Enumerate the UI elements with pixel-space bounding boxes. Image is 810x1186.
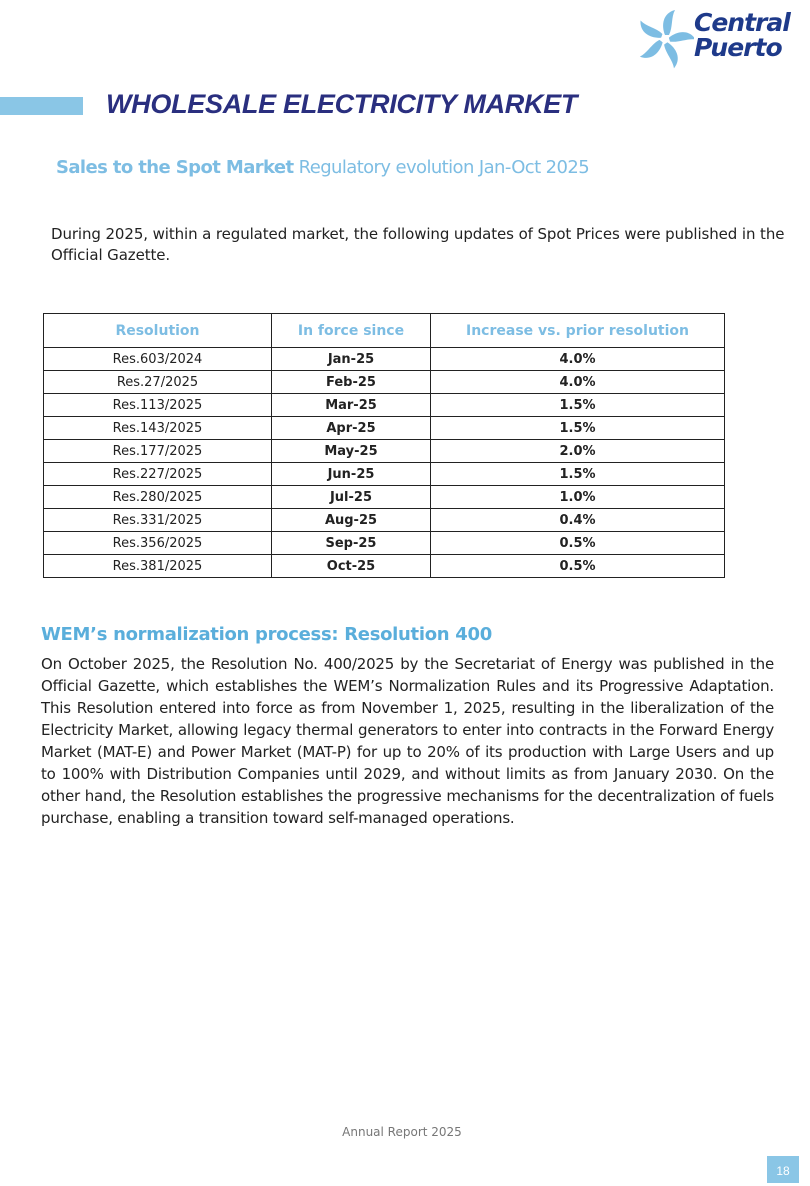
in-force-cell: Jun-25 — [272, 463, 431, 486]
section-body: On October 2025, the Resolution No. 400/2025 by the Secretariat of Energy was published in the Official Gazette, which establishes the WEM’s Normalization Rules and its Progressive Adaptation. This Resolution entered into force as from November 1, 2025, resulting in the liberalization of the Electricity Market, allowing legacy thermal generators to enter into contracts in the Forward Energy Market (MAT-E) and Power Market (MAT-P) for up to 20% of its production with Large Users and up to 100% with Distribution Companies until 2029, and without limits as from January 2030. On the other hand, the Resolution establishes the progressive mechanisms for the decentralization of fuels purchase, enabling a transition toward self-managed operations. — [41, 655, 774, 827]
increase-cell: 0.5% — [431, 555, 725, 578]
subtitle-rest: Regulatory evolution Jan-Oct 2025 — [293, 157, 590, 178]
resolution-cell: Res.356/2025 — [44, 532, 272, 555]
table-row — [44, 509, 725, 532]
increase-cell: 1.5% — [431, 417, 725, 440]
brand-line-2: Puerto — [694, 33, 782, 62]
in-force-cell: Mar-25 — [272, 394, 431, 417]
resolution-cell: Res.331/2025 — [44, 509, 272, 532]
in-force-cell: Feb-25 — [272, 371, 431, 394]
table-row — [44, 555, 725, 578]
resolution-cell: Res.603/2024 — [44, 348, 272, 371]
increase-cell: 0.4% — [431, 509, 725, 532]
brand-name — [694, 10, 790, 60]
section-heading: WEM’s normalization process: Resolution 400 — [41, 624, 492, 645]
intro-paragraph: During 2025, within a regulated market, the following updates of Spot Prices were published in the Official Gazette. — [51, 225, 785, 264]
turbine-logo-icon — [638, 8, 694, 70]
section-subtitle — [56, 157, 589, 178]
table-row — [44, 532, 725, 555]
resolutions-table — [43, 313, 725, 578]
page-number: 18 — [767, 1156, 799, 1183]
table-row — [44, 440, 725, 463]
resolution-cell: Res.113/2025 — [44, 394, 272, 417]
resolution-cell: Res.280/2025 — [44, 486, 272, 509]
central-puerto-logo — [638, 8, 806, 72]
increase-cell: 1.5% — [431, 463, 725, 486]
increase-cell: 4.0% — [431, 348, 725, 371]
subtitle-bold: Sales to the Spot Market — [56, 157, 294, 178]
in-force-cell: Oct-25 — [272, 555, 431, 578]
resolution-cell: Res.227/2025 — [44, 463, 272, 486]
column-header-resolution: Resolution — [44, 314, 272, 348]
column-header-in-force-since: In force since — [272, 314, 431, 348]
table-row — [44, 417, 725, 440]
increase-cell: 4.0% — [431, 371, 725, 394]
resolution-cell: Res.381/2025 — [44, 555, 272, 578]
in-force-cell: Aug-25 — [272, 509, 431, 532]
in-force-cell: Apr-25 — [272, 417, 431, 440]
increase-cell: 1.5% — [431, 394, 725, 417]
page-title: WHOLESALE ELECTRICITY MARKET — [106, 89, 578, 119]
table-row — [44, 371, 725, 394]
title-accent-bar — [0, 97, 83, 115]
increase-cell: 2.0% — [431, 440, 725, 463]
table-header-row — [44, 314, 725, 348]
table-row — [44, 348, 725, 371]
in-force-cell: Jan-25 — [272, 348, 431, 371]
table-row — [44, 486, 725, 509]
table-row — [44, 394, 725, 417]
in-force-cell: Jul-25 — [272, 486, 431, 509]
table-row — [44, 463, 725, 486]
in-force-cell: May-25 — [272, 440, 431, 463]
footer-label: Annual Report 2025 — [342, 1125, 462, 1139]
in-force-cell: Sep-25 — [272, 532, 431, 555]
resolution-cell: Res.27/2025 — [44, 371, 272, 394]
resolution-cell: Res.177/2025 — [44, 440, 272, 463]
increase-cell: 1.0% — [431, 486, 725, 509]
resolution-cell: Res.143/2025 — [44, 417, 272, 440]
column-header-increase: Increase vs. prior resolution — [431, 314, 725, 348]
brand-line-1: Central — [694, 8, 790, 37]
increase-cell: 0.5% — [431, 532, 725, 555]
